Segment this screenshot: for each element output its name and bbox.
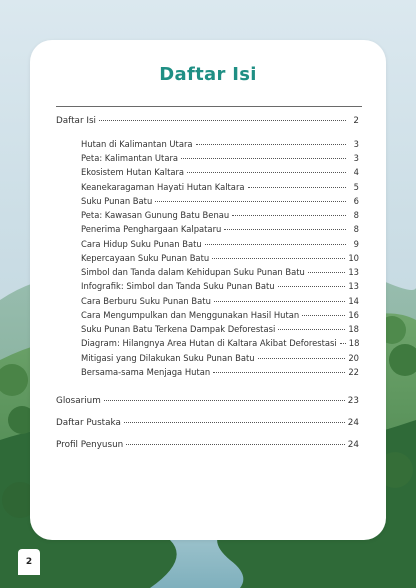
toc-entry-title: Keanekaragaman Hayati Hutan Kaltara [81,182,245,192]
page-number: 2 [18,549,40,575]
toc-entry-title: Profil Penyusun [56,440,124,450]
toc-entry-page: 6 [353,196,359,206]
toc-entry-title: Peta: Kalimantan Utara [81,153,179,163]
toc-entry-title: Infografik: Simbol dan Tanda Suku Punan Batu [81,281,275,291]
toc-entry-page: 18 [348,338,360,348]
toc-entry[interactable] [81,224,359,236]
toc-leader-dots [278,329,345,330]
toc-leader-dots [278,286,346,287]
toc-entry[interactable] [81,253,359,265]
toc-entry-title: Glosarium [56,396,101,406]
toc-entry[interactable] [81,296,359,308]
toc-entry[interactable] [56,396,359,408]
toc-entry[interactable] [81,239,359,251]
toc-entry-title: Hutan di Kalimantan Utara [81,139,193,149]
toc-leader-dots [308,272,345,273]
title-divider [56,106,362,107]
toc-leader-dots [232,215,346,216]
toc-entry[interactable] [81,338,359,350]
toc-entry-title: Mitigasi yang Dilakukan Suku Punan Batu [81,353,255,363]
toc-entry[interactable] [56,440,359,452]
toc-entry[interactable] [56,418,359,430]
toc-entry[interactable] [81,139,359,151]
toc-entry-page: 24 [347,418,359,428]
page-title: Daftar Isi [159,64,257,85]
toc-entry[interactable] [81,353,359,365]
toc-entry-title: Suku Punan Batu [81,196,153,206]
toc-leader-dots [124,422,345,423]
toc-entry[interactable] [81,153,359,165]
toc-entry-title: Bersama-sama Menjaga Hutan [81,367,211,377]
toc-entry[interactable] [81,324,359,336]
toc-entry-page: 5 [353,182,359,192]
toc-leader-dots [99,120,346,121]
toc-entry-title: Kepercayaan Suku Punan Batu [81,253,210,263]
toc-entry-title: Peta: Kawasan Gunung Batu Benau [81,210,230,220]
toc-entry[interactable] [81,196,359,208]
toc-entry-page: 9 [353,239,359,249]
toc-leader-dots [126,444,345,445]
toc-entry-title: Daftar Isi [56,116,96,126]
toc-leader-dots [258,358,346,359]
toc-leader-dots [196,144,346,145]
toc-entry-page: 2 [353,116,359,126]
toc-entry-page: 22 [348,367,359,377]
toc-entry-title: Cara Mengumpulkan dan Menggunakan Hasil Hutan [81,310,300,320]
toc-entry[interactable] [81,267,359,279]
toc-entry-page: 8 [353,210,359,220]
toc-leader-dots [212,258,345,259]
toc-entry-page: 23 [347,396,359,406]
toc-entry-page: 3 [353,153,359,163]
toc-entry-page: 10 [348,253,359,263]
toc-entry-page: 18 [348,324,359,334]
toc-entry[interactable] [81,182,359,194]
toc-leader-dots [214,301,345,302]
toc-entry-page: 20 [348,353,359,363]
toc-entry-title: Cara Berburu Suku Punan Batu [81,296,211,306]
toc-entry-page: 16 [348,310,359,320]
toc-leader-dots [104,400,345,401]
toc-entry[interactable] [81,367,359,379]
toc-leader-dots [181,158,346,159]
toc-entry-title: Suku Punan Batu Terkena Dampak Deforestasi [81,324,276,334]
toc-entry-title: Cara Hidup Suku Punan Batu [81,239,202,249]
toc-card [30,40,386,540]
toc-entry-page: 4 [353,167,359,177]
toc-entry-title: Simbol dan Tanda dalam Kehidupan Suku Punan Batu [81,267,305,277]
toc-entry[interactable] [81,281,359,293]
toc-entry-page: 13 [348,281,359,291]
toc-entry[interactable] [81,210,359,222]
toc-entry-title: Diagram: Hilangnya Area Hutan di Kaltara Akibat Deforestasi [81,338,337,348]
toc-leader-dots [224,229,346,230]
toc-leader-dots [205,244,346,245]
toc-entry-page: 24 [347,440,359,450]
toc-entry-page: 13 [348,267,359,277]
toc-leader-dots [155,201,346,202]
toc-leader-dots [213,372,345,373]
toc-leader-dots [248,187,346,188]
toc-entry-page: 8 [353,224,359,234]
toc-entry-title: Penerima Penghargaan Kalpataru [81,224,222,234]
toc-leader-dots [340,343,346,344]
toc-leader-dots [187,172,346,173]
toc-entry-page: 14 [348,296,359,306]
toc-entry[interactable] [81,167,359,179]
toc-entry-page: 3 [353,139,359,149]
toc-leader-dots [302,315,345,316]
toc-entry[interactable] [56,116,359,128]
toc-entry-title: Ekosistem Hutan Kaltara [81,167,185,177]
toc-entry-title: Daftar Pustaka [56,418,121,428]
toc-entry[interactable] [81,310,359,322]
